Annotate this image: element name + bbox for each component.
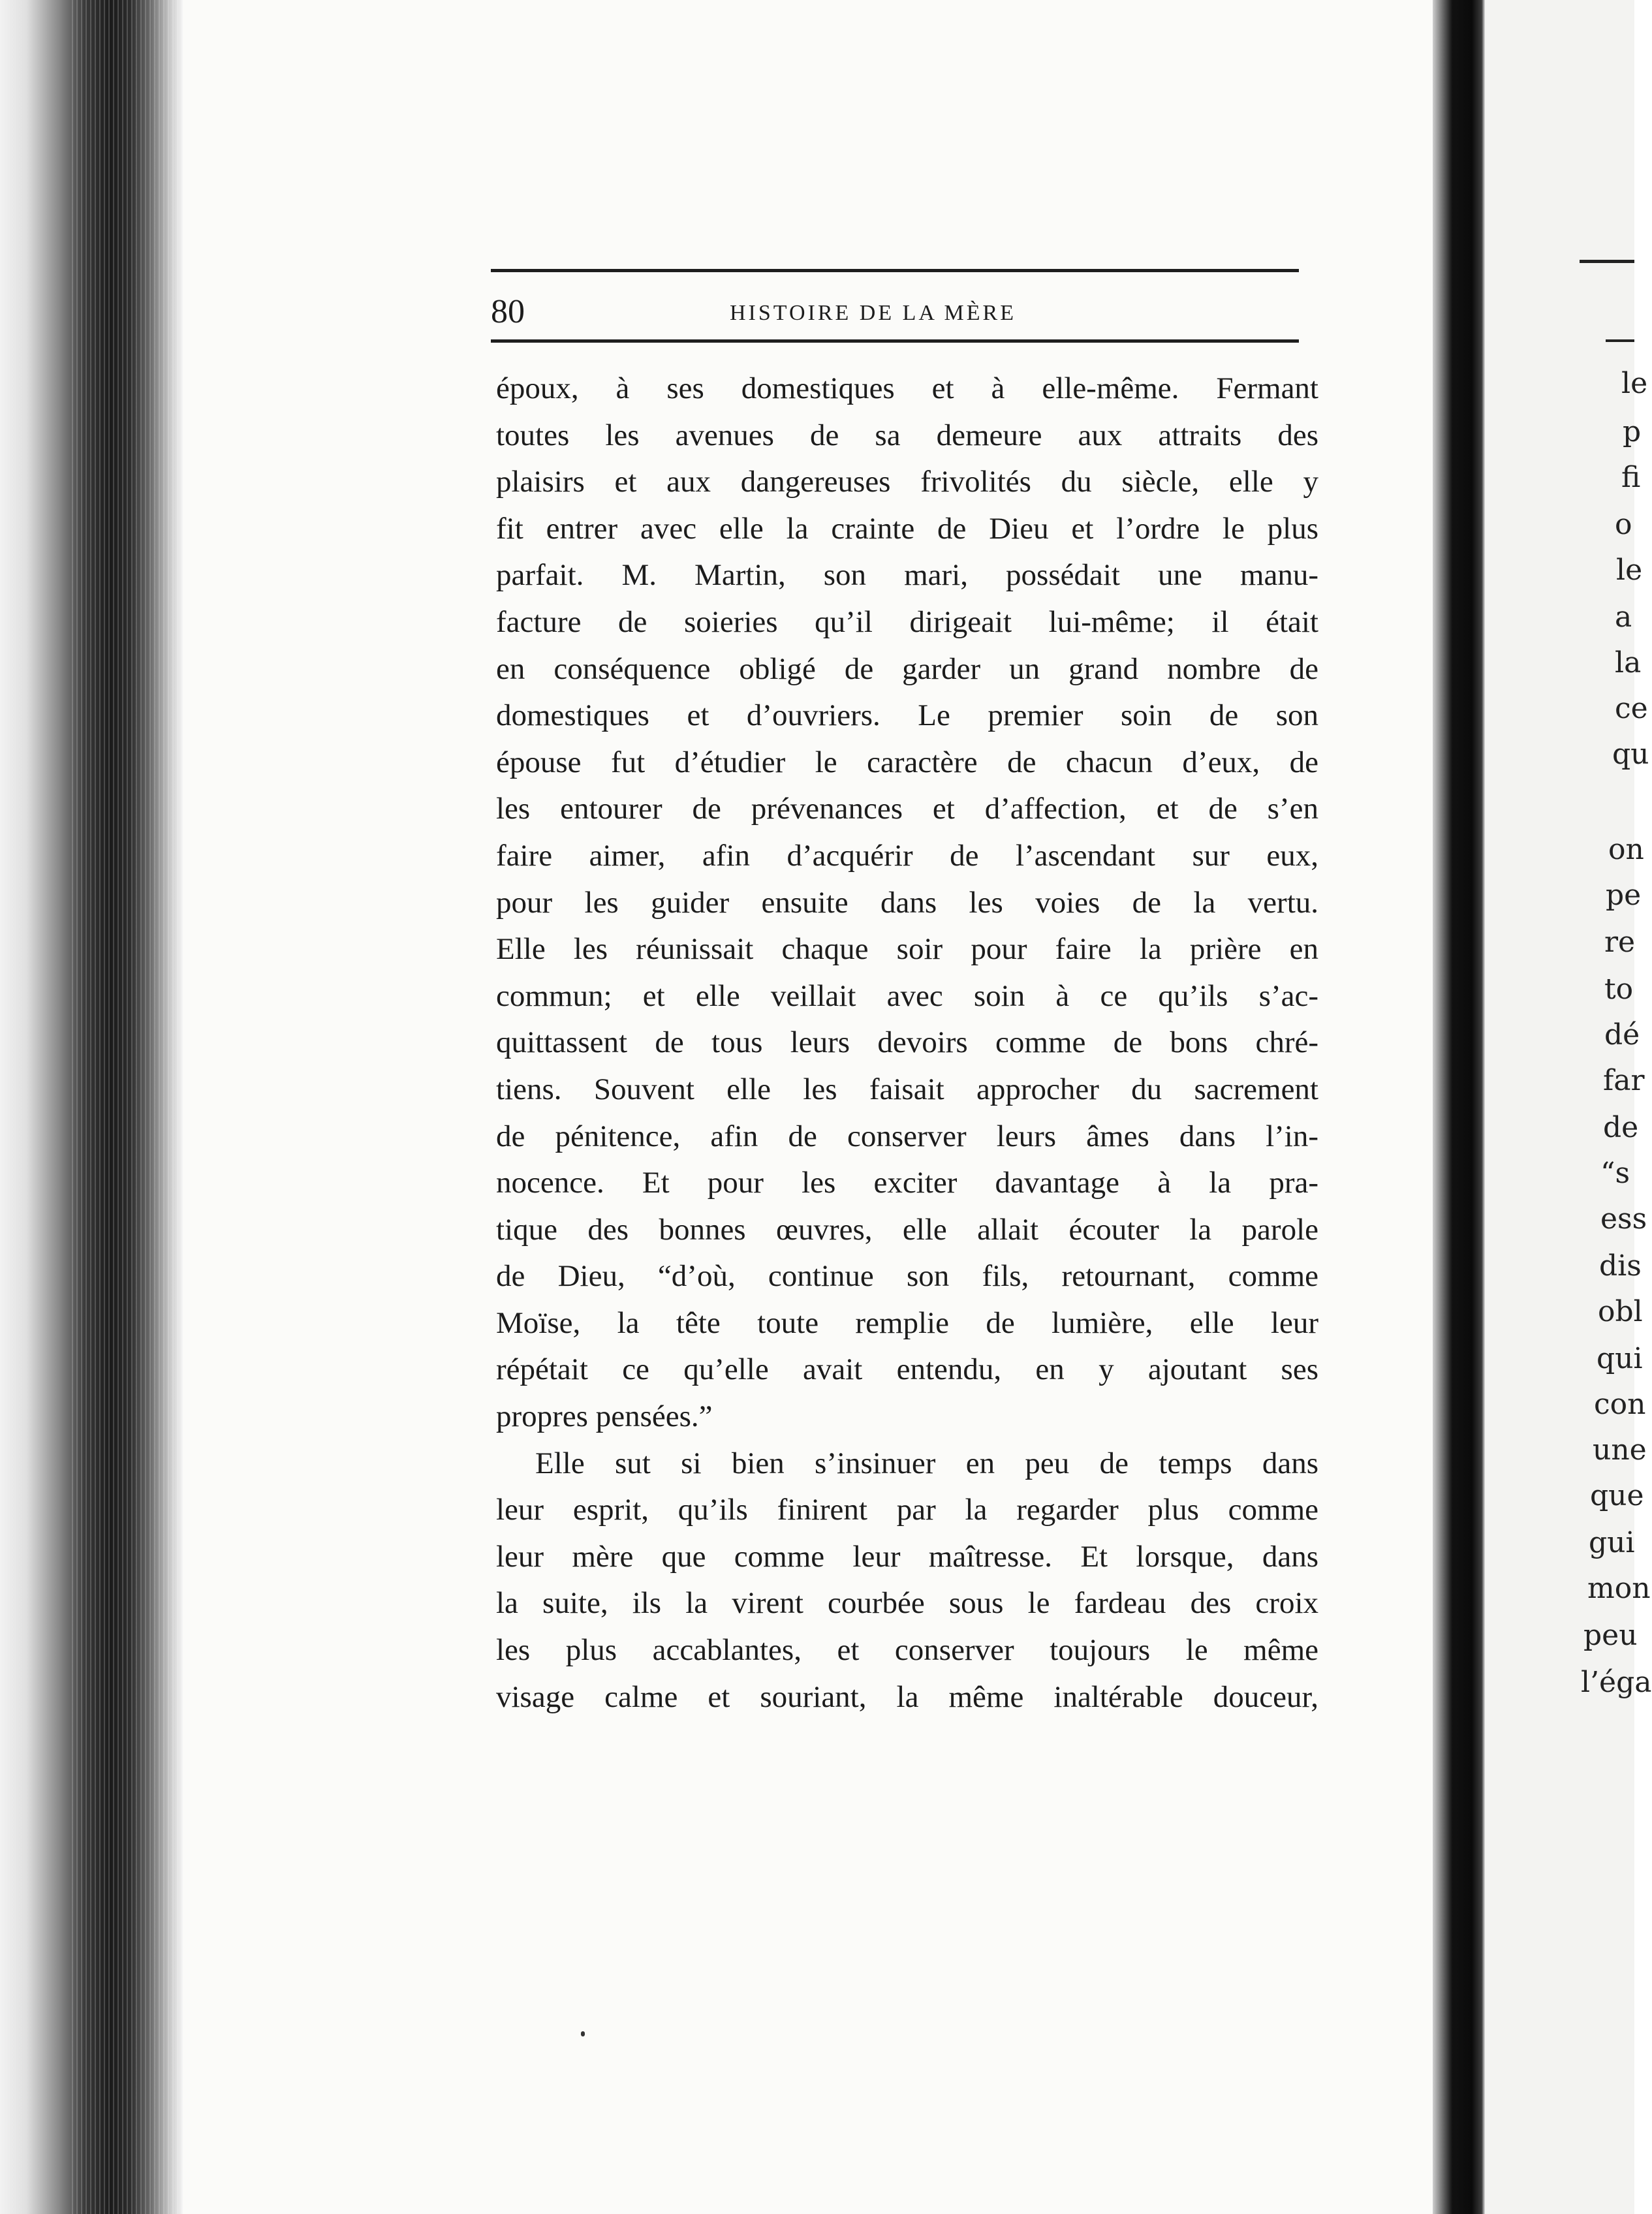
text-line: visage calme et souriant, la même inaltérable douceur, — [496, 1679, 1318, 1714]
header-rule-bottom — [491, 339, 1299, 343]
next-page-fragment: dé — [1604, 1018, 1640, 1052]
text-line: commun; et elle veillait avec soin à ce qu’ils s’ac- — [496, 978, 1318, 1013]
page-stack-texture — [72, 0, 183, 2214]
body-text — [496, 366, 1318, 1721]
next-page-fragment: qui — [1597, 1342, 1643, 1375]
next-page-fragment: peu — [1583, 1619, 1638, 1652]
text-line: Moïse, la tête toute remplie de lumière, elle leur — [496, 1305, 1318, 1340]
right-gutter-shadow — [1433, 0, 1485, 2214]
next-page-fragment: re — [1604, 926, 1636, 959]
text-line: épouse fut d’étudier le caractère de chacun d’eux, de — [496, 745, 1318, 779]
text-line: de pénitence, afin de conserver leurs âmes dans l’in- — [496, 1119, 1318, 1153]
text-line: domestiques et d’ouvriers. Le premier soin de son — [496, 698, 1318, 733]
next-page-fragment: far — [1603, 1064, 1645, 1097]
next-page-fragment: mon — [1587, 1572, 1651, 1605]
text-line: propres pensées.” — [496, 1399, 713, 1434]
next-page-fragment: p — [1623, 415, 1642, 448]
text-line: tiens. Souvent elle les faisait approcher du sacrement — [496, 1072, 1318, 1106]
next-page-fragment: qu — [1612, 738, 1649, 771]
next-page-fragment: le — [1616, 554, 1643, 587]
next-page-fragment: ess — [1600, 1202, 1647, 1236]
next-page-fragment: fi — [1621, 461, 1641, 494]
next-page-fragment: a — [1615, 600, 1632, 634]
text-line: faire aimer, afin d’acquérir de l’ascendant sur eux, — [496, 838, 1318, 873]
text-line: pour les guider ensuite dans les voies de la vertu. — [496, 885, 1318, 920]
text-line: fit entrer avec elle la crainte de Dieu et l’ordre le plus — [496, 511, 1318, 546]
text-line: de Dieu, “d’où, continue son fils, retournant, comme — [496, 1259, 1318, 1294]
next-page-fragment: de — [1603, 1111, 1639, 1144]
next-page-fragment: on — [1608, 833, 1644, 866]
text-line: quittassent de tous leurs devoirs comme de bons chré- — [496, 1025, 1318, 1060]
next-page-fragment: l’éga — [1581, 1666, 1652, 1699]
text-line: parfait. M. Martin, son mari, possédait une manu- — [496, 558, 1318, 593]
next-page-fragment: con — [1594, 1388, 1646, 1421]
next-page-fragment: ce — [1615, 692, 1648, 725]
next-page-fragment: obl — [1598, 1295, 1643, 1328]
next-page-fragment: une — [1593, 1433, 1647, 1467]
text-line: toutes les avenues de sa demeure aux attraits des — [496, 418, 1318, 452]
text-line: les entourer de prévenances et d’affection, et de s’en — [496, 792, 1318, 826]
next-page-fragment: que — [1590, 1479, 1644, 1512]
text-line: plaisirs et aux dangereuses frivolités du siècle, elle y — [496, 465, 1318, 499]
text-line: répétait ce qu’elle avait entendu, en y ajoutant ses — [496, 1352, 1318, 1387]
text-line: nocence. Et pour les exciter davantage à la pra- — [496, 1166, 1318, 1200]
text-line: Elle les réunissait chaque soir pour faire la prière en — [496, 932, 1318, 967]
text-line: les plus accablantes, et conserver toujours le même — [496, 1633, 1318, 1668]
next-page-rule-lower — [1606, 339, 1634, 342]
text-line: facture de soieries qu’il dirigeait lui-même; il était — [496, 604, 1318, 639]
page-number: 80 — [491, 293, 525, 330]
next-page-fragment: pe — [1606, 879, 1642, 912]
text-line: leur esprit, qu’ils finirent par la regarder plus comme — [496, 1493, 1318, 1527]
next-page-fragment: to — [1604, 973, 1634, 1006]
header-rule-top — [491, 269, 1299, 272]
next-page-fragment: gui — [1589, 1526, 1635, 1559]
next-page-fragment: o — [1615, 508, 1632, 541]
next-page-edge — [1485, 0, 1634, 2214]
paragraph-start-line: Elle sut si bien s’insinuer en peu de temps dans — [535, 1446, 1318, 1480]
next-page-fragment: la — [1615, 646, 1642, 679]
text-line: la suite, ils la virent courbée sous le fardeau des croix — [496, 1586, 1318, 1621]
next-page-fragment: dis — [1599, 1249, 1642, 1283]
text-line: en conséquence obligé de garder un grand nombre de — [496, 651, 1318, 686]
text-line: tique des bonnes œuvres, elle allait écouter la parole — [496, 1212, 1318, 1247]
text-line: leur mère que comme leur maîtresse. Et lorsque, dans — [496, 1539, 1318, 1574]
next-page-fragment: le — [1621, 367, 1648, 400]
ink-speck — [581, 2031, 585, 2036]
next-page-fragment: “s — [1600, 1157, 1630, 1190]
running-title: HISTOIRE DE LA MÈRE — [730, 301, 1016, 325]
next-page-rule — [1580, 260, 1634, 263]
text-line: époux, à ses domestiques et à elle-même. Fermant — [496, 371, 1318, 405]
